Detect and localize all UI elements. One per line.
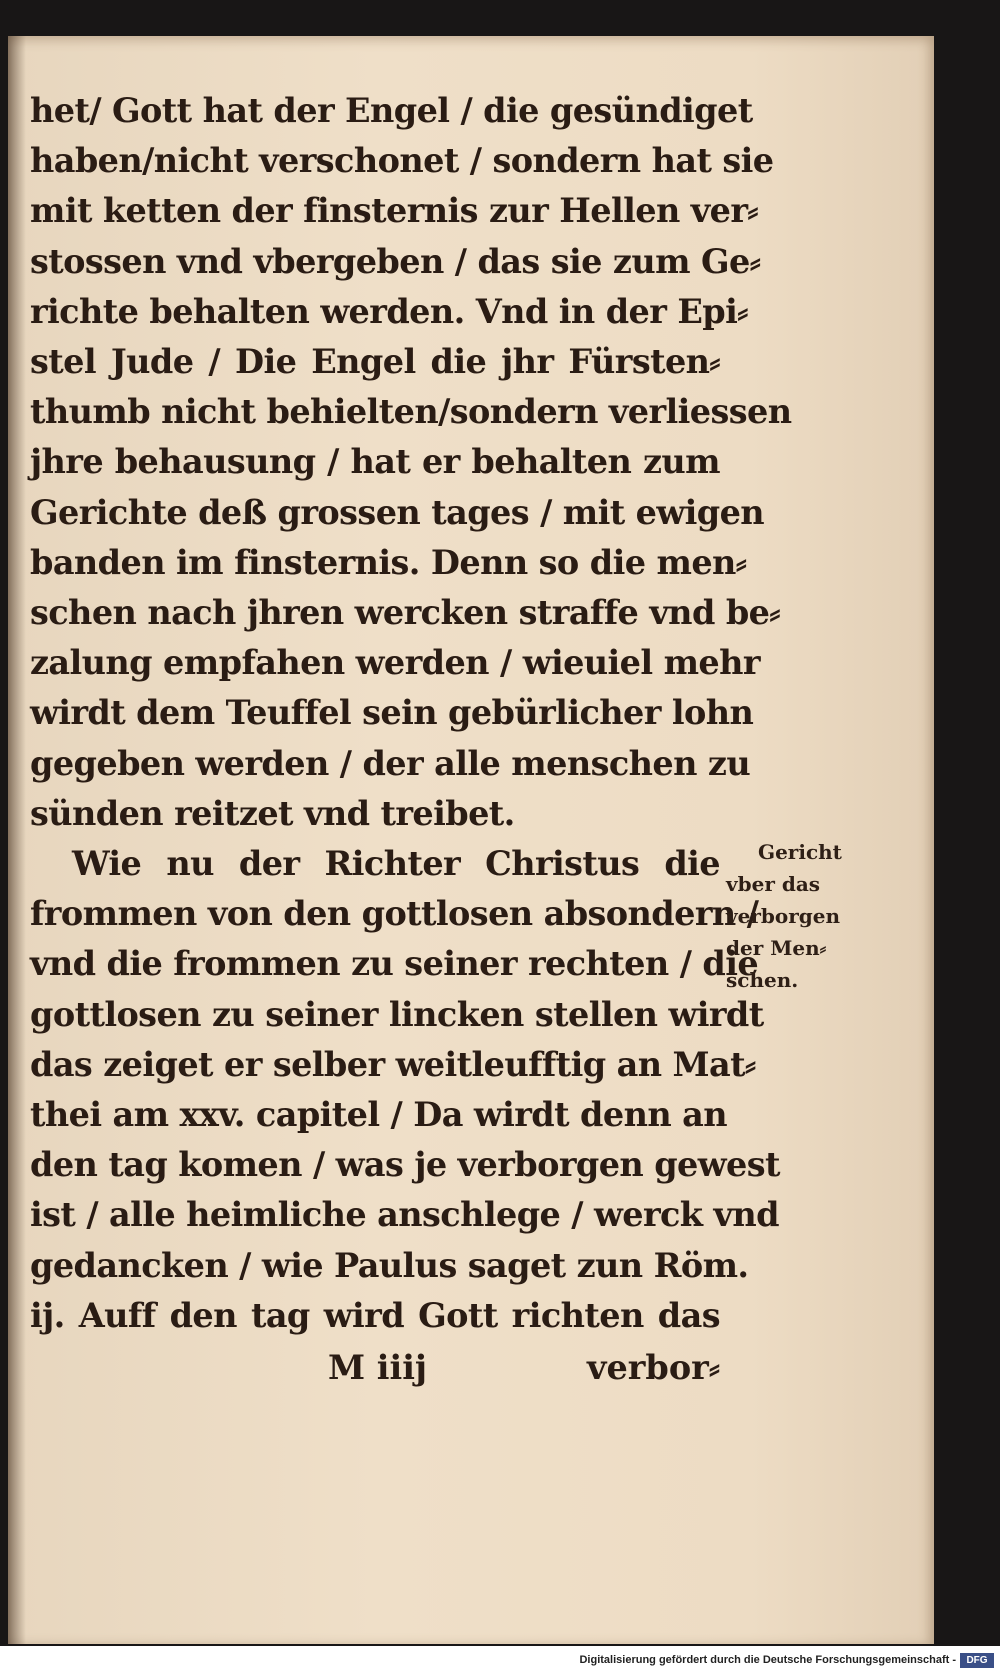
text-line-paragraph-start: Wie nu der Richter Christus die	[72, 844, 720, 884]
text-line: vnd die frommen zu seiner rechten / die	[30, 944, 759, 984]
marginal-note	[726, 836, 876, 996]
text-line: das zeiget er selber weitleufftig an Mat⸗	[30, 1044, 756, 1084]
digitization-footer	[0, 1646, 1000, 1676]
dfg-logo: DFG	[960, 1653, 994, 1668]
text-line: thumb nicht behielten/sondern verliessen	[30, 392, 792, 432]
text-line: banden im finsternis. Denn so die men⸗	[30, 542, 747, 582]
text-line: zalung empfahen werden / wieuiel mehr	[30, 643, 760, 683]
text-line: stel Jude / Die Engel die jhr Fürsten⸗	[30, 342, 720, 382]
text-line: Gerichte deß grossen tages / mit ewigen	[30, 492, 765, 532]
text-line: gedancken / wie Paulus saget zun Röm.	[30, 1245, 749, 1285]
signature-mark: M iiij	[328, 1348, 428, 1387]
text-line: wirdt dem Teuffel sein gebürlicher lohn	[30, 693, 754, 733]
text-line: het/ Gott hat der Engel / die gesündiget	[30, 91, 753, 130]
marginal-note-line: verborgen	[726, 904, 840, 928]
spine-shadow	[8, 36, 26, 1644]
text-line: gottlosen zu seiner lincken stellen wirdt	[30, 994, 764, 1034]
text-line: den tag komen / was je verborgen gewest	[30, 1145, 780, 1185]
text-line: richte behalten werden. Vnd in der Epi⸗	[30, 291, 748, 331]
signature-line	[30, 1348, 720, 1398]
marginal-note-line: vber das	[726, 872, 821, 896]
text-line: haben/nicht verschonet / sondern hat sie	[30, 141, 774, 181]
text-line: gegeben werden / der alle menschen zu	[30, 743, 751, 783]
text-line: frommen von den gottlosen absondern /	[30, 894, 759, 934]
marginal-note-line: Gericht	[758, 840, 842, 864]
text-line: thei am xxv. capitel / Da wirdt denn an	[30, 1095, 728, 1135]
text-line: ij. Auff den tag wird Gott richten das	[30, 1295, 720, 1335]
marginal-note-line: der Men⸗	[726, 936, 827, 960]
text-line: ist / alle heimliche anschlege / werck vnd	[30, 1195, 779, 1235]
footer-credit-text: Digitalisierung gefördert durch die Deutsche Forschungsgemeinschaft -	[579, 1654, 956, 1666]
text-line: stossen vnd vbergeben / das sie zum Ge⸗	[30, 241, 761, 281]
marginal-note-line: schen.	[726, 968, 799, 992]
text-line: mit ketten der finsternis zur Hellen ver⸗	[30, 191, 758, 231]
text-line: schen nach jhren wercken straffe vnd be⸗	[30, 593, 780, 633]
catchword: verbor⸗	[586, 1348, 720, 1387]
text-line: jhre behausung / hat er behalten zum	[30, 442, 720, 482]
book-page	[8, 36, 934, 1644]
text-line-paragraph-end: sünden reitzet vnd treibet.	[30, 793, 515, 833]
